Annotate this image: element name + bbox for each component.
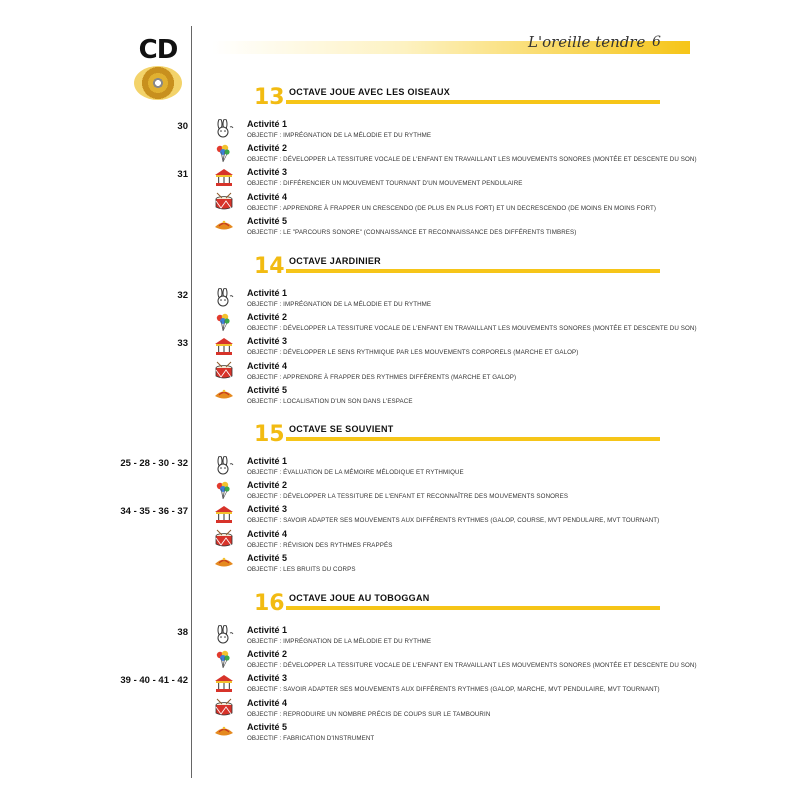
section-underline xyxy=(286,437,660,441)
activity-objective: OBJECTIF : ÉVALUATION DE LA MÉMOIRE MÉLODIQUE ET RYTHMIQUE xyxy=(247,469,464,476)
activity-item xyxy=(0,480,800,504)
drum-icon xyxy=(213,192,235,212)
activity-label: Activité 3 xyxy=(247,336,288,347)
activity-item xyxy=(0,216,800,240)
page-reference: 38 xyxy=(177,627,188,638)
activity-item xyxy=(0,336,800,360)
activity-label: Activité 5 xyxy=(247,215,288,226)
activity-label: Activité 4 xyxy=(247,360,288,371)
section-title: OCTAVE JOUE AU TOBOGGAN xyxy=(289,593,430,603)
activity-label: Activité 3 xyxy=(247,504,288,515)
activity-objective: OBJECTIF : DÉVELOPPER LA TESSITURE VOCALE DE L'ENFANT EN TRAVAILLANT LES MOUVEMENTS SONORES (MONTÉE ET DESCENTE DU SON) xyxy=(247,325,697,333)
activity-objective: OBJECTIF : APPRENDRE À FRAPPER UN CRESCENDO (DE PLUS EN PLUS FORT) ET UN DECRESCENDO (DE MOINS EN MOINS FORT) xyxy=(247,204,657,212)
cd-logo xyxy=(132,36,184,100)
activity-objective: OBJECTIF : DÉVELOPPER LA TESSITURE VOCALE DE L'ENFANT EN TRAVAILLANT LES MOUVEMENTS SONORES (MONTÉE ET DESCENTE DU SON) xyxy=(247,156,697,164)
section-number: 15 xyxy=(254,422,285,447)
activity-objective: OBJECTIF : LE "PARCOURS SONORE" (CONNAISSANCE ET RECONNAISSANCE DES DIFFÉRENTS TIMBRES) xyxy=(247,228,577,236)
balloons-icon xyxy=(213,143,235,163)
activity-item xyxy=(0,361,800,385)
activity-item xyxy=(0,167,800,191)
hat-icon xyxy=(213,722,235,742)
activity-objective: OBJECTIF : LOCALISATION D'UN SON DANS L'ESPACE xyxy=(247,397,413,405)
activity-label: Activité 4 xyxy=(247,528,288,539)
activity-objective: OBJECTIF : DÉVELOPPER LE SENS RYTHMIQUE PAR LES MOUVEMENTS CORPORELS (MARCHE ET GALOP) xyxy=(247,349,579,357)
activity-label: Activité 3 xyxy=(247,673,288,684)
activity-item xyxy=(0,673,800,697)
page-reference: 39 - 40 - 41 - 42 xyxy=(120,675,188,687)
section-underline xyxy=(286,269,660,273)
carousel-icon xyxy=(213,673,235,693)
cd-disc-icon xyxy=(134,66,182,100)
activity-item xyxy=(0,456,800,480)
activity-objective: OBJECTIF : IMPRÉGNATION DE LA MÉLODIE ET DU RYTHME xyxy=(247,301,432,308)
activity-item xyxy=(0,553,800,577)
section-underline xyxy=(286,606,660,610)
activity-label: Activité 3 xyxy=(247,167,288,178)
activity-item xyxy=(0,119,800,143)
rabbit-icon xyxy=(213,119,235,139)
balloons-icon xyxy=(213,312,235,332)
activity-objective: OBJECTIF : FABRICATION D'INSTRUMENT xyxy=(247,734,375,742)
hat-icon xyxy=(213,553,235,573)
carousel-icon xyxy=(213,336,235,356)
activity-label: Activité 1 xyxy=(247,456,288,466)
activity-objective: OBJECTIF : SAVOIR ADAPTER SES MOUVEMENTS AUX DIFFÉRENTS RYTHMES (GALOP, COURSE, MVT PENDULAIRE, MVT TOURNANT) xyxy=(247,517,660,525)
page-reference: 30 xyxy=(177,121,188,132)
activity-item xyxy=(0,504,800,528)
balloons-icon xyxy=(213,649,235,669)
drum-icon xyxy=(213,698,235,718)
carousel-icon xyxy=(213,167,235,187)
activity-label: Activité 5 xyxy=(247,721,288,732)
activity-label: Activité 1 xyxy=(247,625,288,635)
activity-label: Activité 5 xyxy=(247,552,288,563)
activity-label: Activité 5 xyxy=(247,384,288,395)
book-title: L'oreille tendre xyxy=(528,33,646,51)
activity-item xyxy=(0,312,800,336)
activity-item xyxy=(0,698,800,722)
page-reference: 34 - 35 - 36 - 37 xyxy=(120,506,188,518)
activity-objective: OBJECTIF : LES BRUITS DU CORPS xyxy=(247,565,356,573)
activity-item xyxy=(0,288,800,312)
section-number: 14 xyxy=(254,254,285,279)
activity-label: Activité 2 xyxy=(247,649,288,660)
hat-icon xyxy=(213,216,235,236)
section-number: 13 xyxy=(254,85,285,110)
page-reference: 25 - 28 - 30 - 32 xyxy=(120,458,188,469)
page-number: 6 xyxy=(652,34,661,50)
activity-item xyxy=(0,143,800,167)
activity-objective: OBJECTIF : RÉVISION DES RYTHMES FRAPPÉS xyxy=(247,541,393,549)
activity-objective: OBJECTIF : REPRODUIRE UN NOMBRE PRÉCIS DE COUPS SUR LE TAMBOURIN xyxy=(247,710,491,718)
drum-icon xyxy=(213,361,235,381)
section-number: 16 xyxy=(254,591,285,616)
section-title: OCTAVE SE SOUVIENT xyxy=(289,424,394,434)
activity-item xyxy=(0,529,800,553)
activity-label: Activité 4 xyxy=(247,697,288,708)
activity-objective: OBJECTIF : DÉVELOPPER LA TESSITURE DE L'ENFANT ET RECONNAÎTRE DES MOUVEMENTS SONORES xyxy=(247,493,569,501)
activity-objective: OBJECTIF : SAVOIR ADAPTER SES MOUVEMENTS AUX DIFFÉRENTS RYTHMES (GALOP, MARCHE, MVT PENDULAIRE, MVT TOURNANT) xyxy=(247,686,660,694)
section-title: OCTAVE JARDINIER xyxy=(289,256,381,266)
activity-label: Activité 2 xyxy=(247,480,288,491)
activity-item xyxy=(0,192,800,216)
activity-objective: OBJECTIF : APPRENDRE À FRAPPER DES RYTHMES DIFFÉRENTS (MARCHE ET GALOP) xyxy=(247,373,517,381)
drum-icon xyxy=(213,529,235,549)
activity-objective: OBJECTIF : IMPRÉGNATION DE LA MÉLODIE ET DU RYTHME xyxy=(247,638,432,645)
section-title: OCTAVE JOUE AVEC LES OISEAUX xyxy=(289,87,451,97)
page-reference: 33 xyxy=(177,338,188,350)
carousel-icon xyxy=(213,504,235,524)
activity-label: Activité 4 xyxy=(247,191,288,202)
hat-icon xyxy=(213,385,235,405)
activity-item xyxy=(0,625,800,649)
activity-item xyxy=(0,722,800,746)
section-underline xyxy=(286,100,660,104)
activity-objective: OBJECTIF : IMPRÉGNATION DE LA MÉLODIE ET DU RYTHME xyxy=(247,132,432,139)
page-reference: 32 xyxy=(177,290,188,301)
activity-label: Activité 1 xyxy=(247,288,288,298)
rabbit-icon xyxy=(213,288,235,308)
page-reference: 31 xyxy=(177,169,188,181)
activity-objective: OBJECTIF : DÉVELOPPER LA TESSITURE VOCALE DE L'ENFANT EN TRAVAILLANT LES MOUVEMENTS SONORES (MONTÉE ET DESCENTE DU SON) xyxy=(247,662,697,670)
balloons-icon xyxy=(213,480,235,500)
rabbit-icon xyxy=(213,625,235,645)
cd-logo-text: CD xyxy=(138,35,178,65)
activity-item xyxy=(0,385,800,409)
activity-objective: OBJECTIF : DIFFÉRENCIER UN MOUVEMENT TOURNANT D'UN MOUVEMENT PENDULAIRE xyxy=(247,180,523,188)
activity-label: Activité 1 xyxy=(247,119,288,129)
activity-label: Activité 2 xyxy=(247,312,288,323)
activity-label: Activité 2 xyxy=(247,143,288,154)
activity-item xyxy=(0,649,800,673)
rabbit-icon xyxy=(213,456,235,476)
